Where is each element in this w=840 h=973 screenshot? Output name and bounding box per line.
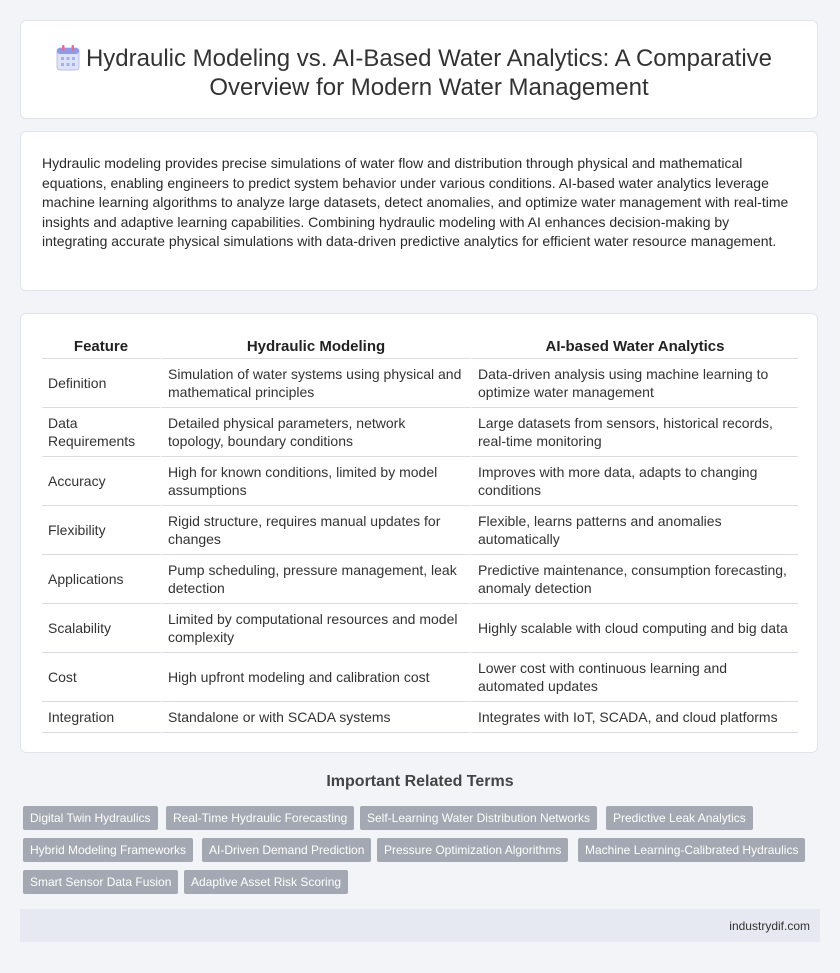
- related-term-tag[interactable]: Digital Twin Hydraulics: [23, 806, 158, 830]
- row-hydraulic: Standalone or with SCADA systems: [160, 702, 470, 733]
- row-ai: Flexible, learns patterns and anomalies automatically: [470, 506, 798, 555]
- intro-paragraph: Hydraulic modeling provides precise simulations of water flow and distribution through physical and mathematical equations, enabling engineers to predict system behavior under various conditions. AI-based water analytics leverage machine learning algorithms to analyze large datasets, detect anomalies, and optimize water management with real-time insights and adaptive learning capabilities. Combining hydraulic modeling with AI enhances decision-making by integrating accurate physical simulations with data-driven predictive analytics for efficient water resource management.: [42, 155, 789, 250]
- footer: [20, 909, 820, 942]
- row-ai: Data-driven analysis using machine learning to optimize water management: [470, 359, 798, 408]
- row-ai: Large datasets from sensors, historical records, real-time monitoring: [470, 408, 798, 457]
- row-hydraulic: High upfront modeling and calibration cost: [160, 653, 470, 702]
- row-ai: Improves with more data, adapts to changing conditions: [470, 457, 798, 506]
- header-feature: Feature: [42, 334, 160, 359]
- related-term-tag[interactable]: Predictive Leak Analytics: [606, 806, 753, 830]
- related-term-tag[interactable]: Hybrid Modeling Frameworks: [23, 838, 193, 862]
- footer-site-link[interactable]: industrydif.com: [729, 919, 810, 933]
- row-hydraulic: High for known conditions, limited by model assumptions: [160, 457, 470, 506]
- related-term-tag[interactable]: Smart Sensor Data Fusion: [23, 870, 178, 894]
- related-term-tag[interactable]: Pressure Optimization Algorithms: [377, 838, 568, 862]
- table-row: [42, 359, 798, 408]
- comparison-table: [42, 334, 798, 733]
- table-row: [42, 506, 798, 555]
- table-row: [42, 653, 798, 702]
- row-ai: Highly scalable with cloud computing and big data: [470, 604, 798, 653]
- related-term-tag[interactable]: Real-Time Hydraulic Forecasting: [166, 806, 354, 830]
- table-row: [42, 702, 798, 733]
- row-ai: Predictive maintenance, consumption forecasting, anomaly detection: [470, 555, 798, 604]
- row-hydraulic: Pump scheduling, pressure management, leak detection: [160, 555, 470, 604]
- table-row: [42, 604, 798, 653]
- row-feature: Flexibility: [42, 506, 160, 555]
- table-row: [42, 555, 798, 604]
- row-feature: Accuracy: [42, 457, 160, 506]
- related-terms-heading: Important Related Terms: [326, 773, 514, 790]
- row-hydraulic: Limited by computational resources and model complexity: [160, 604, 470, 653]
- related-term-tag[interactable]: Machine Learning-Calibrated Hydraulics: [578, 838, 805, 862]
- row-hydraulic: Simulation of water systems using physical and mathematical principles: [160, 359, 470, 408]
- related-term-tag[interactable]: Adaptive Asset Risk Scoring: [184, 870, 348, 894]
- header-hydraulic-modeling: Hydraulic Modeling: [160, 334, 470, 359]
- row-feature: Scalability: [42, 604, 160, 653]
- row-hydraulic: Rigid structure, requires manual updates for changes: [160, 506, 470, 555]
- row-feature: Data Requirements: [42, 408, 160, 457]
- header-card: [20, 20, 818, 119]
- table-row: [42, 408, 798, 457]
- table-header-row: [42, 334, 798, 359]
- intro-card: [20, 131, 818, 291]
- row-hydraulic: Detailed physical parameters, network topology, boundary conditions: [160, 408, 470, 457]
- row-feature: Cost: [42, 653, 160, 702]
- table-row: [42, 457, 798, 506]
- row-feature: Applications: [42, 555, 160, 604]
- related-term-tag[interactable]: AI-Driven Demand Prediction: [202, 838, 371, 862]
- related-term-tag[interactable]: Self-Learning Water Distribution Networks: [360, 806, 597, 830]
- page-title: Hydraulic Modeling vs. AI-Based Water Analytics: A Comparative Overview for Modern Water Management: [85, 45, 773, 101]
- row-feature: Definition: [42, 359, 160, 408]
- row-ai: Lower cost with continuous learning and automated updates: [470, 653, 798, 702]
- comparison-table-card: [20, 313, 818, 753]
- row-feature: Integration: [42, 702, 160, 733]
- header-ai-analytics: AI-based Water Analytics: [470, 334, 798, 359]
- row-ai: Integrates with IoT, SCADA, and cloud platforms: [470, 702, 798, 733]
